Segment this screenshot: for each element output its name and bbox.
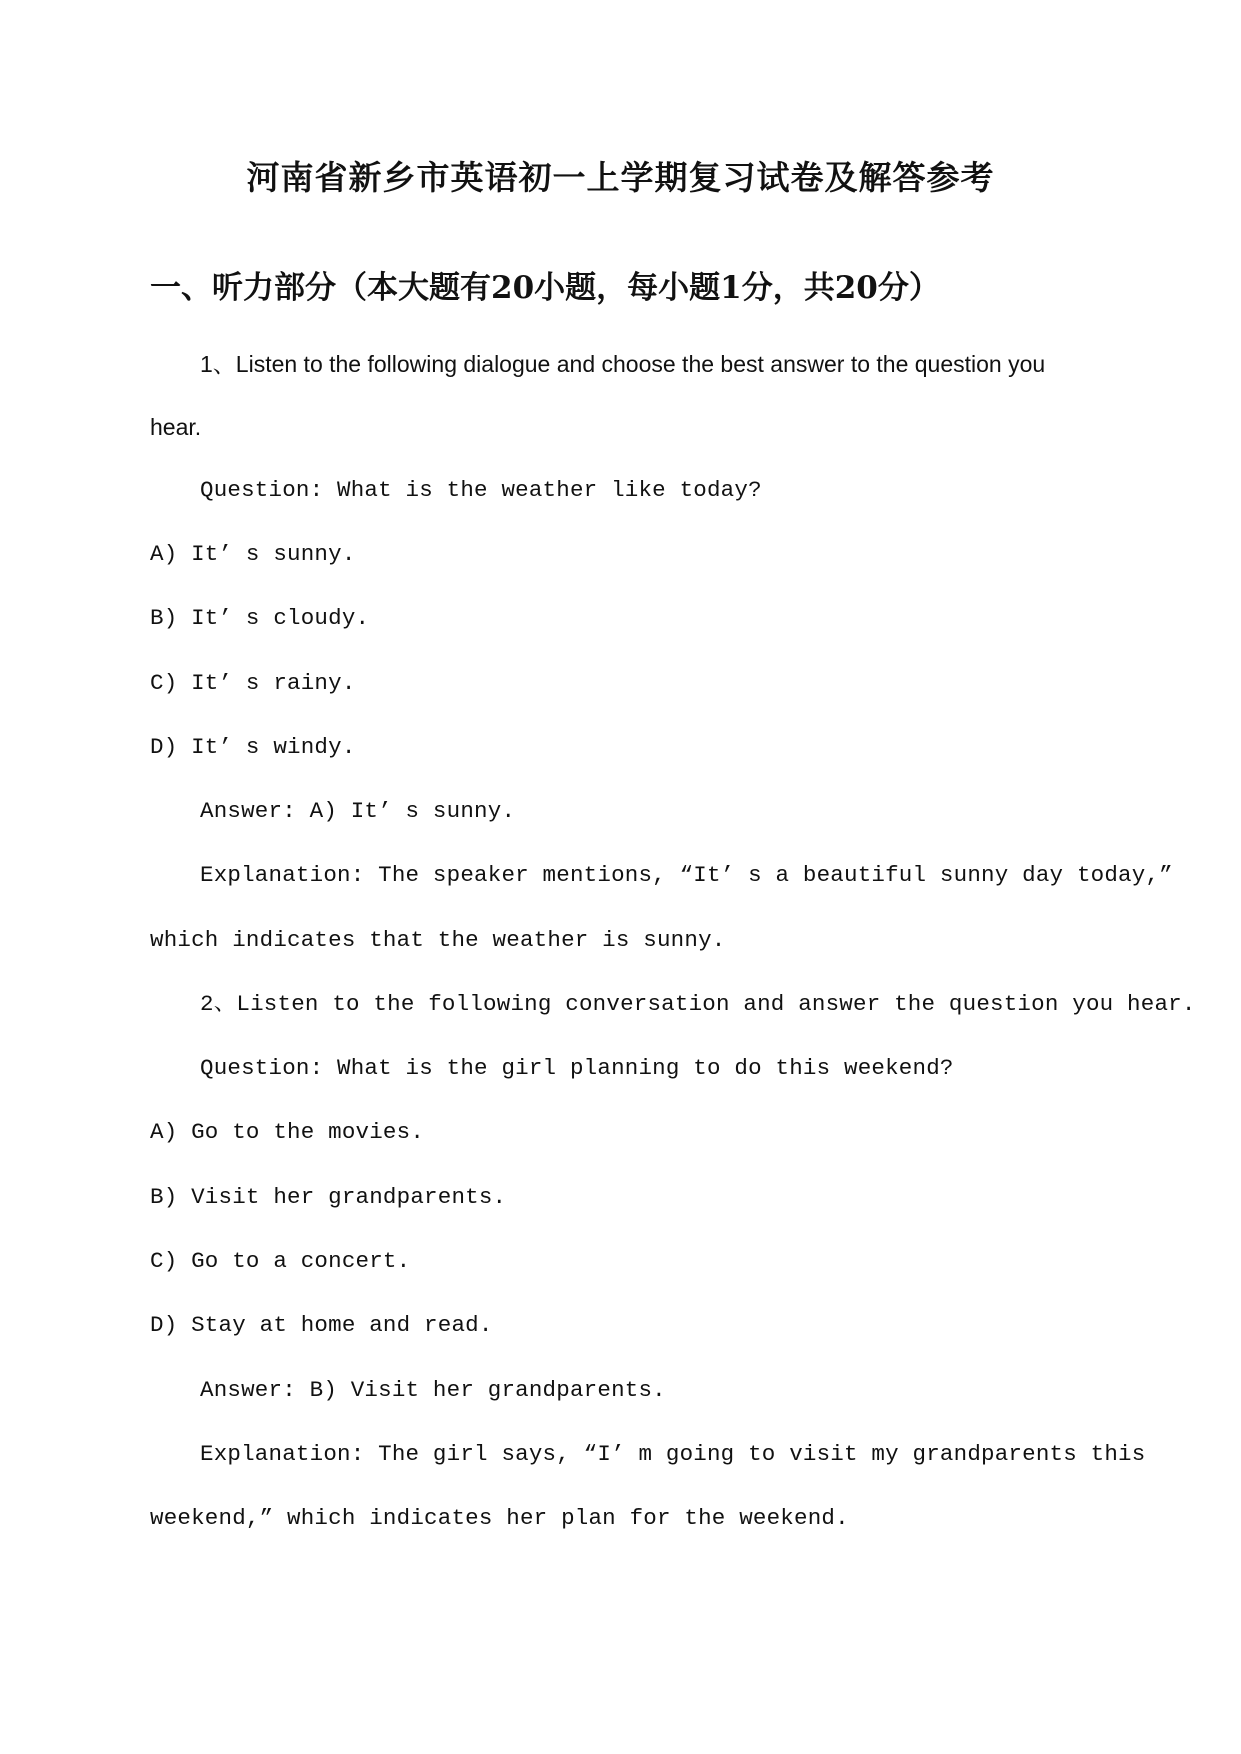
q2-option-b: B) Visit her grandparents.	[150, 1184, 507, 1210]
document-title: 河南省新乡市英语初一上学期复习试卷及解答参考	[246, 158, 995, 197]
q2-explanation-line2: weekend,” which indicates her plan for the weekend.	[150, 1505, 849, 1531]
q1-option-b: B) It’ s cloudy.	[150, 605, 370, 631]
q2-option-d: D) Stay at home and read.	[150, 1312, 493, 1338]
q1-option-d: D) It’ s windy.	[150, 734, 356, 760]
q2-prompt: 2、Listen to the following conversation and answer the question you hear.	[200, 991, 1196, 1017]
q1-answer: Answer: A) It’ s sunny.	[200, 798, 516, 824]
q1-option-c: C) It’ s rainy.	[150, 670, 356, 696]
q1-option-a: A) It’ s sunny.	[150, 541, 356, 567]
q2-explanation-line1: Explanation: The girl says, “I’ m going to visit my grandparents this	[200, 1441, 1146, 1467]
q2-option-a: A) Go to the movies.	[150, 1119, 425, 1145]
q1-prompt-line1: 1、Listen to the following dialogue and choose the best answer to the question you	[200, 351, 1046, 377]
q2-question: Question: What is the girl planning to do this weekend?	[200, 1055, 954, 1081]
q1-explanation-line1: Explanation: The speaker mentions, “It’ s a beautiful sunny day today,”	[200, 862, 1173, 888]
q1-prompt-line2: hear.	[150, 414, 202, 440]
q1-explanation-line2: which indicates that the weather is sunny.	[150, 927, 726, 953]
q2-answer: Answer: B) Visit her grandparents.	[200, 1377, 666, 1403]
section-heading: 一、听力部分（本大题有20小题，每小题1分，共20分）	[150, 270, 940, 306]
q1-question: Question: What is the weather like today?	[200, 477, 762, 503]
q2-option-c: C) Go to a concert.	[150, 1248, 411, 1274]
